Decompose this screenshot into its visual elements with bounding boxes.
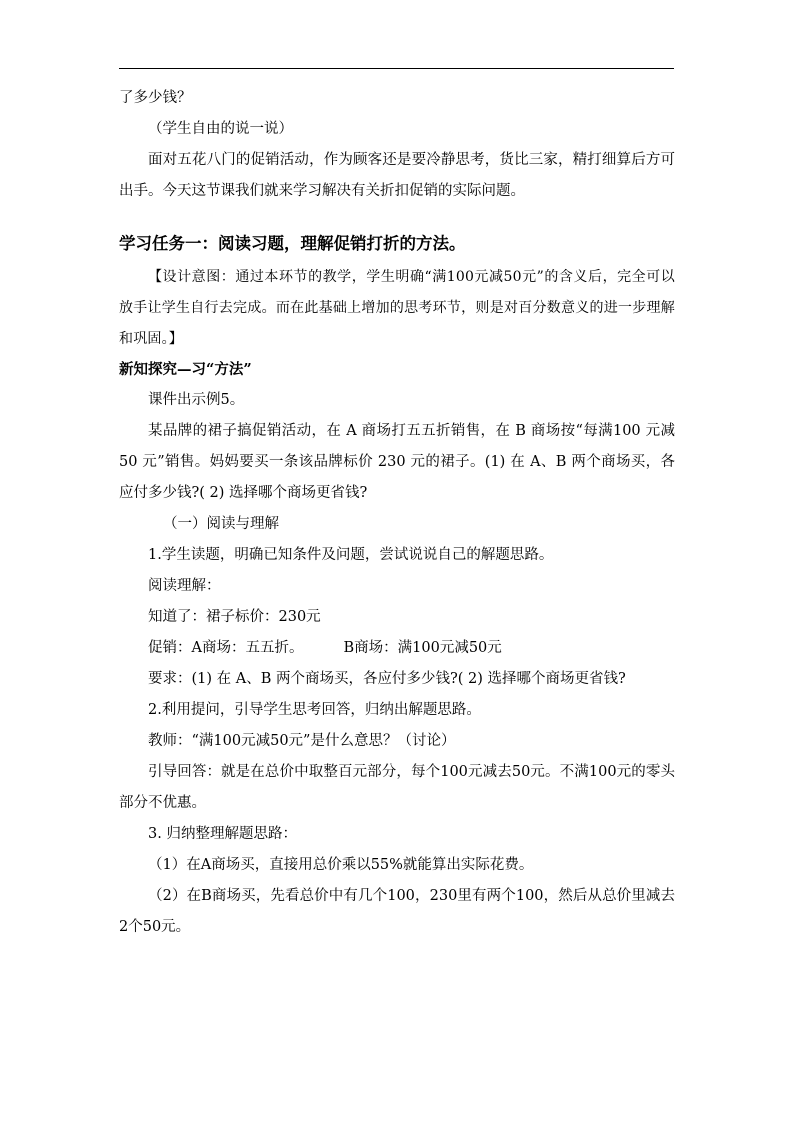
known-condition: 知道了：裙子标价：230元 <box>148 609 321 625</box>
promo-a: 促销：A商场：五五折。 <box>148 640 304 656</box>
courseware-line: 课件出示例5。 <box>148 392 245 408</box>
reading-label: 阅读理解： <box>148 578 221 594</box>
task-heading: 学习任务一：阅读习题，理解促销打折的方法。 <box>119 234 466 253</box>
way-2: （2）在B商场买，先看总价中有几个100，230里有两个100，然后从总价里减去2个50元。 <box>119 888 675 935</box>
section-title: （一）阅读与理解 <box>163 516 279 532</box>
design-intent: 【设计意图：通过本环节的教学，学生明确“满100元减50元”的含义后，完全可以放手让学生自行去完成。而在此基础上增加的思考环节，则是对百分数意义的进一步理解和巩固。】 <box>119 269 675 347</box>
intro-paragraph: 面对五花八门的促销活动，作为顾客还是要冷静思考，货比三家，精打细算后方可出手。今天这节课我们就来学习解决有关折扣促销的实际问题。 <box>119 152 675 199</box>
step-3: 3. 归纳整理解题思路： <box>148 826 297 842</box>
way-1: （1）在A商场买，直接用总价乘以55%就能算出实际花费。 <box>148 857 534 873</box>
subheading: 新知探究—习“方法” <box>119 361 252 378</box>
promo-b: B商场：满100元减50元 <box>343 640 502 656</box>
problem-text: 某品牌的裙子搞促销活动，在 A 商场打五五折销售，在 B 商场按“每满100 元减 50 元”销售。妈妈要买一条该品牌标价 230 元的裙子。(1) 在 A、B 两个商场买，各应付多少钱?( 2) 选择哪个商场更省钱? <box>119 423 675 501</box>
header-rule <box>119 68 674 69</box>
promo-line <box>119 633 675 664</box>
teacher-question: 教师：“满100元减50元”是什么意思？（讨论） <box>148 733 456 749</box>
step-1: 1.学生读题，明确已知条件及问题，尝试说说自己的解题思路。 <box>148 547 554 563</box>
intro-line-2: （学生自由的说一说） <box>148 121 293 137</box>
document-body <box>119 83 675 943</box>
step-2: 2.利用提问，引导学生思考回答，归纳出解题思路。 <box>148 702 481 718</box>
intro-line-1: 了多少钱？ <box>119 90 192 106</box>
guided-answer: 引导回答：就是在总价中取整百元部分，每个100元减去50元。不满100元的零头部分不优惠。 <box>119 764 675 811</box>
requirement: 要求：(1) 在 A、B 两个商场买，各应付多少钱?( 2) 选择哪个商场更省钱? <box>148 671 626 687</box>
